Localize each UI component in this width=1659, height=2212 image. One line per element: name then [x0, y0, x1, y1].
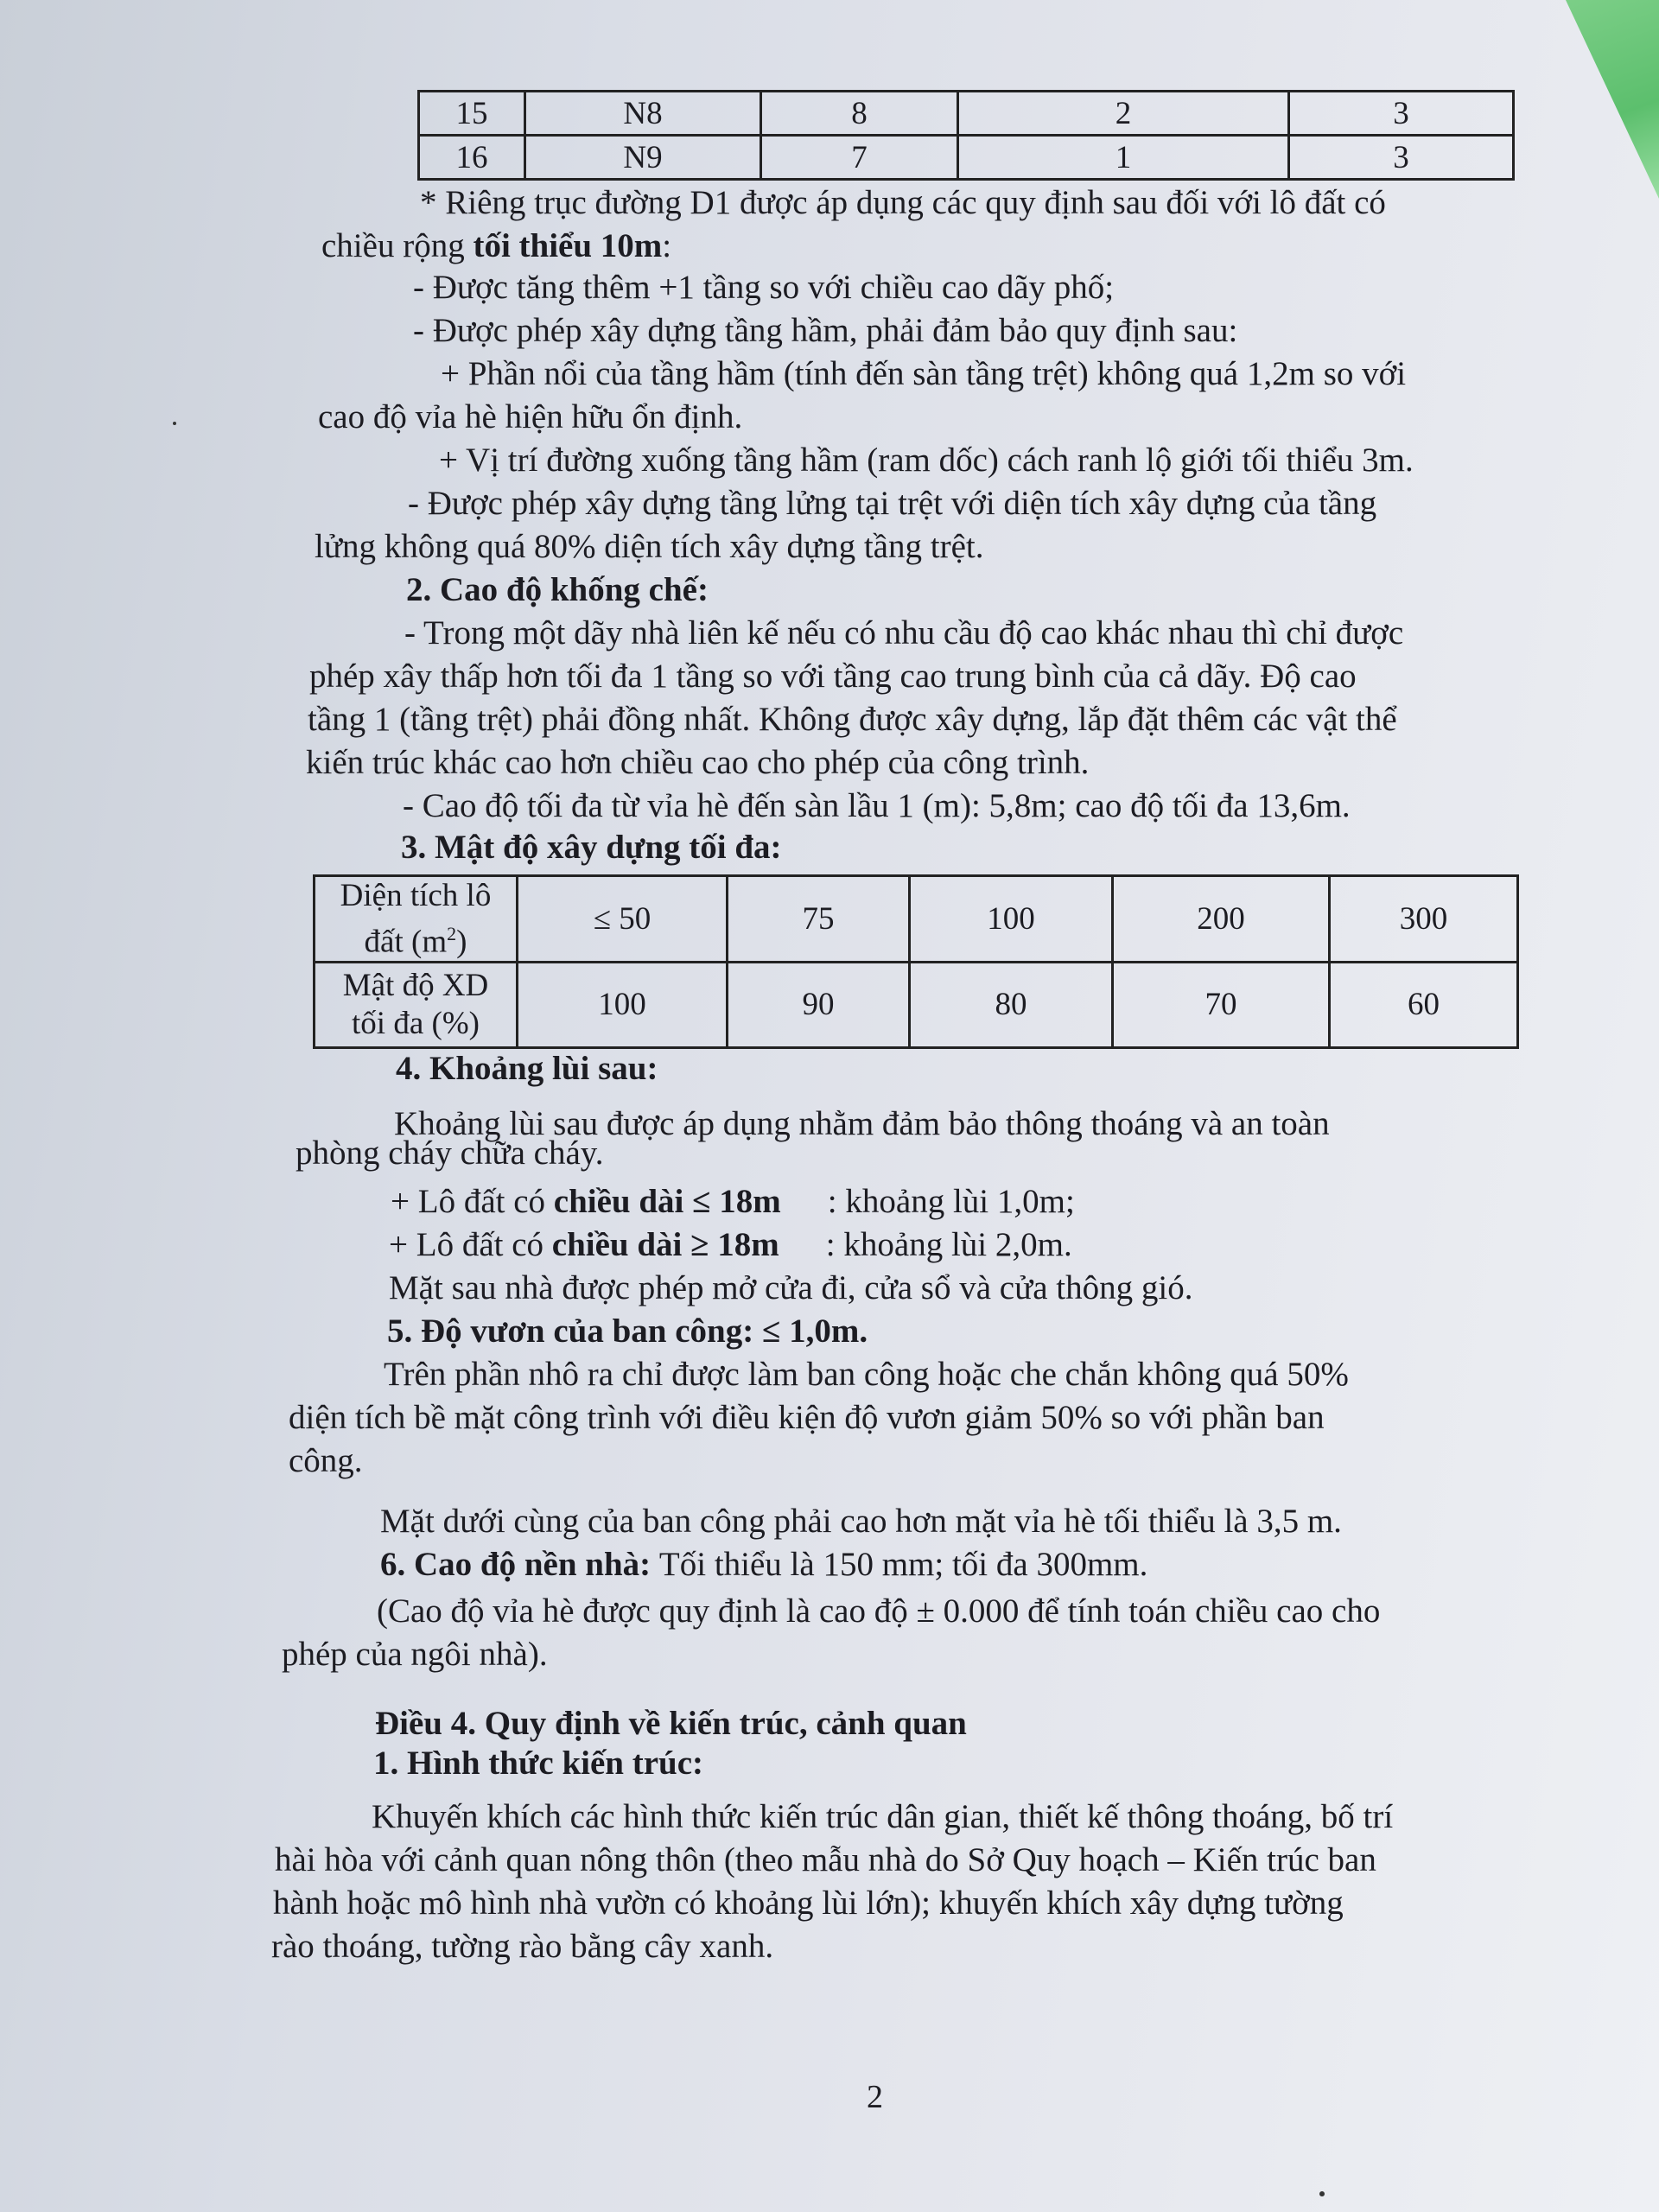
- text-line: [380, 1543, 1147, 1586]
- text-span: : khoảng lùi 2,0m.: [825, 1226, 1072, 1263]
- text-line: hài hòa với cảnh quan nông thôn (theo mẫu nhà do Sở Quy hoạch – Kiến trúc ban: [275, 1841, 1376, 1878]
- text-span: Tối thiểu là 150 mm; tối đa 300mm.: [658, 1546, 1148, 1583]
- lot-table-continued: [417, 90, 1515, 181]
- table-cell: 15: [419, 92, 525, 136]
- section-heading: 1. Hình thức kiến trúc:: [373, 1745, 704, 1782]
- table-cell: 2: [958, 92, 1289, 136]
- text-line: [389, 1224, 1072, 1267]
- superscript: 2: [447, 923, 457, 944]
- table-cell: N8: [525, 92, 761, 136]
- text-line: công.: [289, 1442, 363, 1479]
- table-cell: 60: [1330, 963, 1518, 1048]
- text-line: Trên phần nhô ra chỉ được làm ban công hoặc che chắn không quá 50%: [384, 1356, 1349, 1393]
- cell-text: tối đa (%): [352, 1006, 480, 1042]
- text-line: Khoảng lùi sau được áp dụng nhằm đảm bảo thông thoáng và an toàn: [394, 1105, 1330, 1142]
- text-span: chiều rộng: [321, 227, 474, 264]
- text-line: rào thoáng, tường rào bằng cây xanh.: [271, 1928, 774, 1965]
- speck-mark: [173, 422, 176, 425]
- table-cell: 100: [518, 963, 728, 1048]
- text-line: [321, 225, 671, 268]
- table-cell: N9: [525, 136, 761, 180]
- bold-text: chiều dài ≤ 18m: [553, 1183, 781, 1220]
- table-row: [419, 92, 1514, 136]
- table-row: [315, 963, 1518, 1048]
- table-cell: 80: [910, 963, 1113, 1048]
- text-line: cao độ vỉa hè hiện hữu ổn định.: [318, 398, 743, 435]
- table-row: [419, 136, 1514, 180]
- article-heading: Điều 4. Quy định về kiến trúc, cảnh quan: [375, 1705, 967, 1742]
- density-table: [313, 874, 1519, 1049]
- page-number: 2: [867, 2079, 883, 2115]
- text-line: [391, 1180, 1075, 1224]
- bold-text: 6. Cao độ nền nhà:: [380, 1546, 659, 1583]
- table-row: [315, 876, 1518, 963]
- text-line: kiến trúc khác cao hơn chiều cao cho phép của công trình.: [306, 744, 1090, 781]
- text-line: + Phần nổi của tầng hầm (tính đến sàn tầng trệt) không quá 1,2m so với: [441, 355, 1407, 392]
- table-cell: 8: [761, 92, 958, 136]
- text-line: phép xây thấp hơn tối đa 1 tầng so với tầng cao trung bình của cả dãy. Độ cao: [309, 658, 1357, 695]
- bold-text: chiều dài ≥ 18m: [551, 1226, 779, 1263]
- text-line: diện tích bề mặt công trình với điều kiện độ vươn giảm 50% so với phần ban: [289, 1399, 1325, 1436]
- table-cell: 75: [728, 876, 910, 963]
- text-line: - Trong một dãy nhà liên kế nếu có nhu cầu độ cao khác nhau thì chỉ được: [404, 614, 1404, 652]
- text-line: + Vị trí đường xuống tầng hầm (ram dốc) cách ranh lộ giới tối thiểu 3m.: [439, 442, 1414, 479]
- text-span: :: [662, 227, 672, 264]
- section-heading: 2. Cao độ khống chế:: [406, 571, 709, 608]
- text-line: lửng không quá 80% diện tích xây dựng tầng trệt.: [315, 528, 984, 565]
- text-line: Khuyến khích các hình thức kiến trúc dân gian, thiết kế thông thoáng, bố trí: [372, 1798, 1394, 1835]
- table-header-cell: [315, 876, 518, 963]
- table-header-cell: [315, 963, 518, 1048]
- text-span: + Lô đất có: [391, 1183, 554, 1220]
- text-line: phòng cháy chữa cháy.: [296, 1135, 604, 1172]
- section-heading: 3. Mật độ xây dựng tối đa:: [401, 829, 782, 866]
- text-line: phép của ngôi nhà).: [282, 1636, 548, 1673]
- text-line: - Được phép xây dựng tầng lửng tại trệt với diện tích xây dựng của tầng: [408, 485, 1377, 522]
- bold-text: tối thiểu 10m: [473, 227, 663, 264]
- text-line: - Được phép xây dựng tầng hầm, phải đảm bảo quy định sau:: [413, 312, 1238, 349]
- cell-text: ): [456, 924, 467, 960]
- section-heading: 5. Độ vươn của ban công: ≤ 1,0m.: [387, 1313, 868, 1350]
- table-cell: ≤ 50: [518, 876, 728, 963]
- section-heading: 4. Khoảng lùi sau:: [396, 1050, 658, 1087]
- table-cell: 70: [1113, 963, 1330, 1048]
- text-line: (Cao độ vỉa hè được quy định là cao độ ± 0.000 để tính toán chiều cao cho: [377, 1592, 1381, 1630]
- table-cell: 16: [419, 136, 525, 180]
- table-cell: 7: [761, 136, 958, 180]
- cell-text: đất (m: [364, 924, 448, 960]
- text-line: hành hoặc mô hình nhà vườn có khoảng lùi lớn); khuyến khích xây dựng tường: [273, 1885, 1344, 1922]
- text-span: : khoảng lùi 1,0m;: [827, 1183, 1075, 1220]
- cell-text: Diện tích lô: [340, 878, 492, 913]
- cell-text: Mật độ XD: [342, 968, 489, 1004]
- text-line: - Cao độ tối đa từ vỉa hè đến sàn lầu 1 (m): 5,8m; cao độ tối đa 13,6m.: [403, 787, 1351, 824]
- text-line: Mặt dưới cùng của ban công phải cao hơn mặt vỉa hè tối thiểu là 3,5 m.: [380, 1503, 1342, 1540]
- table-cell: 200: [1113, 876, 1330, 963]
- table-cell: 3: [1289, 92, 1514, 136]
- text-line: tầng 1 (tầng trệt) phải đồng nhất. Không được xây dựng, lắp đặt thêm các vật thể: [308, 701, 1397, 738]
- text-line: * Riêng trục đường D1 được áp dụng các quy định sau đối với lô đất có: [420, 184, 1386, 221]
- table-cell: 100: [910, 876, 1113, 963]
- table-cell: 1: [958, 136, 1289, 180]
- table-cell: 3: [1289, 136, 1514, 180]
- text-line: Mặt sau nhà được phép mở cửa đi, cửa sổ và cửa thông gió.: [389, 1269, 1193, 1306]
- table-cell: 300: [1330, 876, 1518, 963]
- text-span: + Lô đất có: [389, 1226, 552, 1263]
- table-cell: 90: [728, 963, 910, 1048]
- text-line: - Được tăng thêm +1 tầng so với chiều cao dãy phố;: [413, 269, 1115, 306]
- speck-mark: [1319, 2191, 1325, 2196]
